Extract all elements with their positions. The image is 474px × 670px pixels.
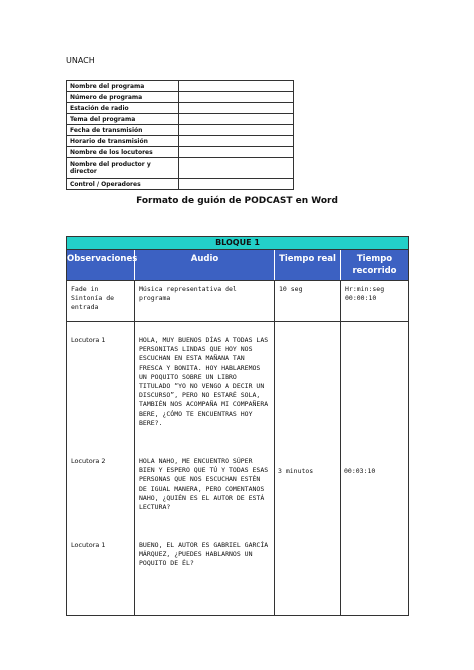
column-header-tiempo-real: Tiempo real	[275, 250, 341, 280]
info-label: Control / Operadores	[67, 179, 179, 190]
block-header: BLOQUE 1	[67, 237, 408, 250]
audio-cell: Música representativa del programa	[135, 281, 275, 321]
audio-text: HOLA NAHO, ME ENCUENTRO SÚPER BIEN Y ESPERO QUE TÚ Y TODAS ESAS PERSONAS QUE NOS ESCUCHAN ESTÉN DE IGUAL MANERA, PERO COMENTANOS NAHO, ¿QUIÉN ES EL AUTOR DE ESTÁ LECTURA?	[139, 457, 269, 512]
document-title: Formato de guión de PODCAST en Word	[136, 196, 338, 206]
organization-label: UNACH	[66, 56, 95, 65]
info-label: Nombre del productor y director	[67, 158, 179, 179]
column-divider	[274, 322, 275, 616]
elapsed-time-value: 00:03:10	[344, 467, 376, 475]
column-divider	[340, 322, 341, 616]
info-value[interactable]	[179, 136, 294, 147]
elapsed-time-cell: Hr:min:seg 00:00:10	[345, 285, 385, 303]
info-value[interactable]	[179, 103, 294, 114]
column-divider	[134, 322, 135, 616]
column-header-observaciones: Observaciones	[67, 250, 135, 280]
observation-cell: Fade in Sintonía de entrada	[67, 281, 135, 321]
info-label: Nombre del programa	[67, 81, 179, 92]
info-value[interactable]	[179, 147, 294, 158]
info-value[interactable]	[179, 125, 294, 136]
info-value[interactable]	[179, 179, 294, 190]
info-value[interactable]	[179, 81, 294, 92]
speaker-label: Locutora 1	[71, 336, 106, 344]
info-label: Número de programa	[67, 92, 179, 103]
info-value[interactable]	[179, 92, 294, 103]
column-header-tiempo-recorrido: Tiempo recorrido	[352, 254, 397, 276]
speaker-label: Locutora 1	[71, 541, 106, 549]
column-header-audio: Audio	[135, 250, 275, 280]
table-row	[67, 281, 408, 322]
audio-text: HOLA, MUY BUENOS DÍAS A TODAS LAS PERSONITAS LINDAS QUE HOY NOS ESCUCHAN EN ESTA MAÑANA TAN FRESCA Y BONITA. HOY HABLAREMOS UN POQUITO SOBRE UN LIBRO TITULADO “YO NO VENGO A DECIR UN DISCURSO”, PERO NO ESTARÉ SOLA, TAMBIÉN NOS ACOMPAÑA MI COMPAÑERA BERE, ¿CÓMO TE ENCUENTRAS HOY BERE?.	[139, 336, 269, 427]
info-label: Nombre de los locutores	[67, 147, 179, 158]
real-time-cell: 10 seg	[275, 281, 341, 321]
audio-text: BUENO, EL AUTOR ES GABRIEL GARCÍA MÁRQUEZ, ¿PUEDES HABLARNOS UN POQUITO DE ÉL?	[139, 541, 269, 568]
info-label: Estación de radio	[67, 103, 179, 114]
table-row	[67, 322, 408, 616]
column-header-row	[67, 250, 408, 281]
real-time-value: 3 minutos	[278, 467, 314, 475]
info-value[interactable]	[179, 114, 294, 125]
program-info-table	[66, 80, 294, 190]
info-label: Fecha de transmisión	[67, 125, 179, 136]
info-value[interactable]	[179, 158, 294, 179]
script-table	[66, 236, 409, 616]
speaker-label: Locutora 2	[71, 457, 106, 465]
info-label: Tema del programa	[67, 114, 179, 125]
info-label: Horario de transmisión	[67, 136, 179, 147]
